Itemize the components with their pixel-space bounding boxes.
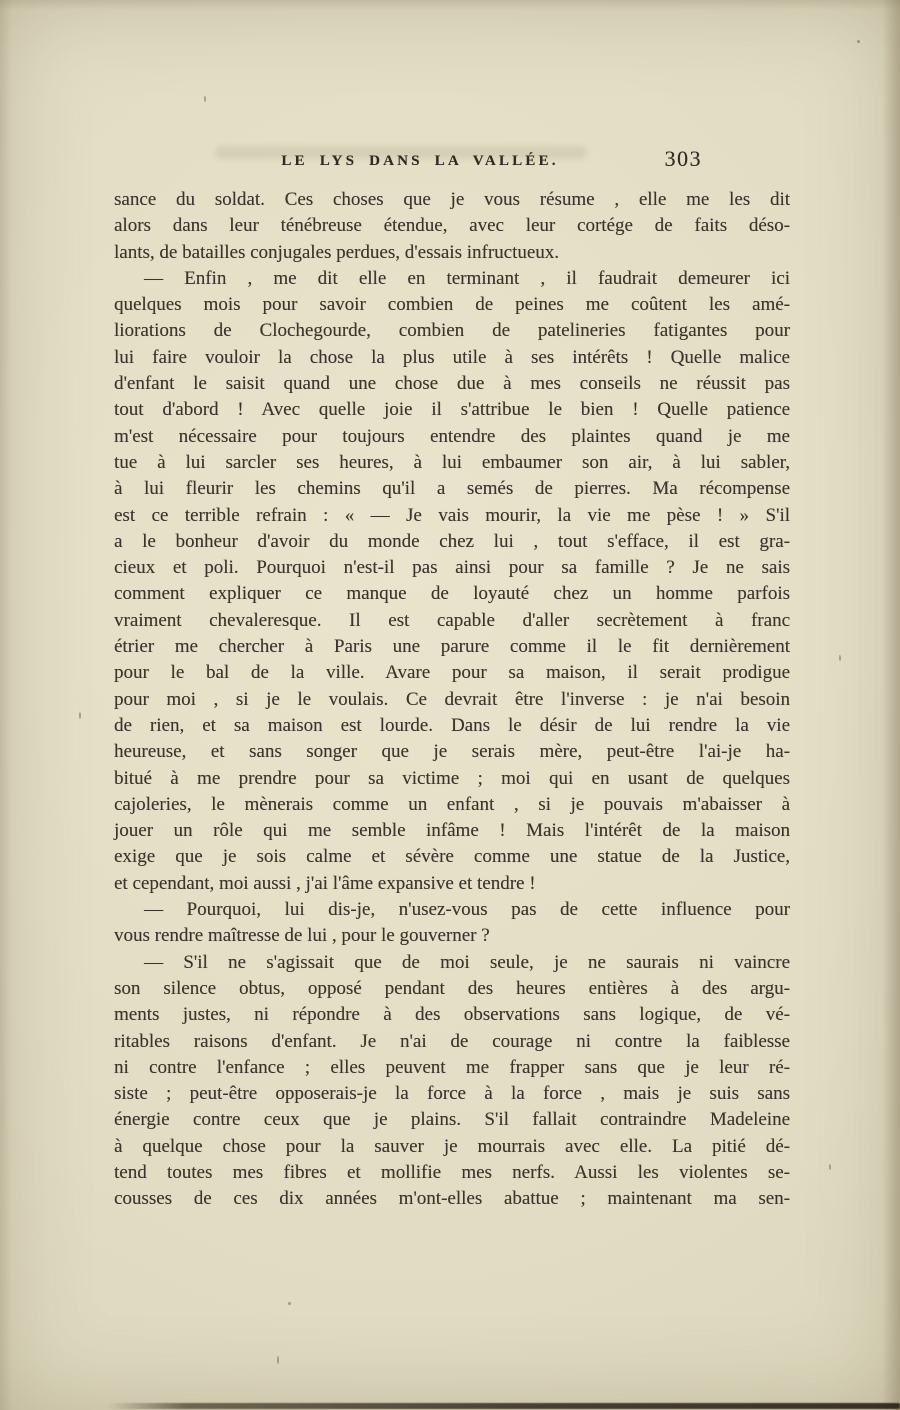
text-line: comment expliquer ce manque de loyauté chez un homme parfois [114,583,790,605]
text-line: lui faire vouloir la chose la plus utile à ses intérêts ! Quelle malice [114,346,790,368]
text-line: son silence obtus, opposé pendant des heures entières à des argu- [114,977,790,999]
scan-speck [857,40,860,43]
text-line: — Enfin , me dit elle en terminant , il faudrait demeurer ici [144,267,790,289]
text-line: quelques mois pour savoir combien de peines me coûtent les amé- [114,294,790,316]
text-line: ritables raisons d'enfant. Je n'ai de courage ni contre la faiblesse [114,1030,790,1052]
text-line: alors dans leur ténébreuse étendue, avec leur cortége de faits déso- [114,215,790,237]
paragraph [114,187,790,266]
paragraph [114,266,790,897]
text-line: liorations de Clochegourde, combien de patelineries fatigantes pour [114,320,790,342]
page-header [114,146,790,186]
text-line: heureuse, et sans songer que je serais mère, peut-être l'ai-je ha- [114,741,790,763]
scan-speck [277,1356,279,1364]
scan-speck [79,712,81,719]
paragraph [114,950,790,1213]
text-line: ni contre l'enfance ; elles peuvent me frapper sans que je leur ré- [114,1056,790,1078]
text-line: à lui fleurir les chemins qu'il a semés de pierres. Ma récompense [114,478,790,500]
text-line: bitué à me prendre pour sa victime ; moi qui en usant de quelques [114,767,790,789]
text-line: jouer un rôle qui me semble infâme ! Mais l'intérêt de la maison [114,820,790,842]
text-line: vous rendre maîtresse de lui , pour le gouverner ? [114,925,490,947]
page-content [114,146,790,1213]
text-line: tue à lui sarcler ses heures, à lui embaumer son air, à lui sabler, [114,451,790,473]
text-line: vraiment chevaleresque. Il est capable d'aller secrètement à franc [114,609,790,631]
text-line: et cependant, moi aussi , j'ai l'âme expansive et tendre ! [114,872,536,894]
page-edge-shadow-top [0,0,900,10]
text-line: m'est nécessaire pour toujours entendre des plaintes quand je me [114,425,790,447]
text-line: ments justes, ni répondre à des observations sans logique, de vé- [114,1004,790,1026]
paragraph [114,897,790,950]
text-line: tend toutes mes fibres et mollifie mes nerfs. Aussi les violentes se- [114,1161,790,1183]
text-line: exige que je sois calme et sévère comme une statue de la Justice, [114,846,790,868]
page-edge-shadow-bottom [108,1403,900,1409]
scan-speck [829,1164,831,1170]
text-line: — Pourquoi, lui dis-je, n'usez-vous pas de cette influence pour [144,899,790,921]
text-line: pour moi , si je le voulais. Ce devrait être l'inverse : je n'ai besoin [114,688,790,710]
text-block [114,187,790,1213]
text-line: lants, de batailles conjugales perdues, d'essais infructueux. [114,241,560,263]
text-line: tout d'abord ! Avec quelle joie il s'attribue le bien ! Quelle patience [114,399,790,421]
text-line: de rien, et sa maison est lourde. Dans le désir de lui rendre la vie [114,714,790,736]
scan-speck [204,96,206,102]
text-line: d'enfant le saisit quand une chose due à mes conseils ne réussit pas [114,373,790,395]
page-number: 303 [664,146,702,171]
text-line: — S'il ne s'agissait que de moi seule, je ne saurais ni vaincre [144,951,790,973]
text-line: pour le bal de la ville. Avare pour sa maison, il serait prodigue [114,662,790,684]
text-line: a le bonheur d'avoir du monde chez lui , tout s'efface, il est gra- [114,530,790,552]
text-line: cousses de ces dix années m'ont-elles abattue ; maintenant ma sen- [114,1188,790,1210]
text-line: sance du soldat. Ces choses que je vous résume , elle me les dit [114,189,790,210]
text-line: siste ; peut-être opposerais-je la force à la force , mais je suis sans [114,1083,790,1105]
scan-speck [288,1302,291,1305]
running-title: LE LYS DANS LA VALLÉE. [281,153,559,169]
text-line: énergie contre ceux que je plains. S'il fallait contraindre Madeleine [114,1109,790,1131]
text-line: cajoleries, le mènerais comme un enfant , si je pouvais m'abaisser à [114,793,790,815]
text-line: étrier me chercher à Paris une parure comme il le fit dernièrement [114,636,790,658]
scan-speck [839,655,841,661]
page-edge-shadow-right [882,0,900,1410]
text-line: est ce terrible refrain : « — Je vais mourir, la vie me pèse ! » S'il [114,504,790,526]
text-line: à quelque chose pour la sauver je mourrais avec elle. La pitié dé- [114,1135,790,1157]
text-line: cieux et poli. Pourquoi n'est-il pas ainsi pour sa famille ? Je ne sais [114,557,790,579]
page-edge-shadow-left [0,0,12,1410]
